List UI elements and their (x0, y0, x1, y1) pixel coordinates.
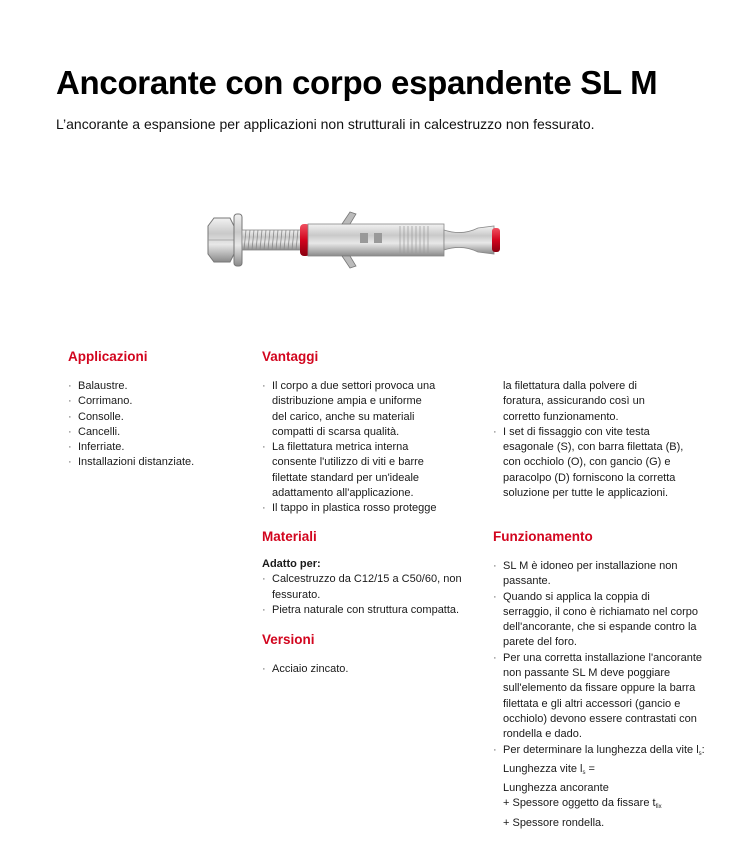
list-item: · Quando si applica la coppia di (493, 590, 738, 605)
list-item-continuation: consente l'utilizzo di viti e barre (272, 456, 424, 469)
formula-line: Lunghezza vite $l_s$ = (503, 762, 595, 776)
list-item-continuation: paracolpo (D) forniscono la corretta (503, 471, 676, 484)
section-title-funzionamento: Funzionamento (493, 529, 593, 544)
formula-line: + Spessore rondella. (503, 816, 605, 829)
list-item: · Inferriate. (68, 440, 248, 455)
list-item: · Il corpo a due settori provoca una (262, 379, 482, 394)
list-item-continuation: occhiolo) devono essere contrastati con (503, 712, 697, 725)
list-item-continuation: rondella e dado. (503, 728, 582, 741)
list-item-continuation: con occhiolo (O), con gancio (G) e (503, 456, 671, 469)
list-item: · Per una corretta installazione l'ancorante (493, 651, 738, 666)
vantaggi-list-continued (493, 379, 733, 501)
section-applicazioni (68, 349, 248, 471)
list-item: · Corrimano. (68, 394, 248, 409)
list-item-continuation: esagonale (S), con barra filettata (B), (503, 441, 684, 454)
list-item-continuation: sull'elemento da fissare oppure la barra (503, 682, 696, 695)
materiali-label: Adatto per: (262, 558, 321, 570)
list-item: · Installazioni distanziate. (68, 455, 248, 470)
list-item: · Pietra naturale con struttura compatta. (262, 603, 482, 618)
section-versioni (262, 632, 482, 677)
list-item-continuation: compatti di scarsa qualità. (272, 425, 400, 438)
list-item: · Acciaio zincato. (262, 662, 482, 677)
list-item-continuation: distribuzione ampia e uniforme (272, 395, 422, 408)
list-item-continuation: corretto funzionamento. (503, 410, 619, 423)
section-title-vantaggi: Vantaggi (262, 349, 319, 364)
list-item: · Calcestruzzo da C12/15 a C50/60, non (262, 572, 482, 587)
list-item-continuation: fessurato. (272, 588, 321, 601)
list-item-continuation: passante. (503, 575, 551, 588)
section-materiali (262, 529, 482, 618)
versioni-list (262, 662, 482, 677)
list-item-continuation: soluzione per tutte le applicazioni. (503, 487, 669, 500)
section-title-materiali: Materiali (262, 529, 317, 544)
list-item: · Consolle. (68, 410, 248, 425)
list-item-continuation: serraggio, il cono è richiamato nel corpo (503, 605, 699, 618)
section-vantaggi-continued (493, 379, 733, 501)
list-item-continuation: adattamento all'applicazione. (272, 487, 414, 500)
list-item: · SL M è idoneo per installazione non (493, 559, 738, 574)
section-vantaggi (262, 349, 482, 517)
vantaggi-list (262, 379, 482, 517)
list-item-continuation: parete del foro. (503, 636, 577, 649)
formula-line: + Spessore oggetto da fissare $t_{fix}$ (503, 797, 662, 811)
anchor-bolt-icon (200, 200, 510, 280)
list-item-continuation: la filettatura dalla polvere di (503, 380, 637, 392)
page-subtitle: L’ancorante a espansione per applicazioni non strutturali in calcestruzzo non fessurato. (56, 116, 595, 132)
materiali-list (262, 572, 482, 618)
list-item-continuation: filettate standard per un'ideale (272, 471, 420, 484)
list-item-continuation: non passante SL M deve poggiare (503, 667, 671, 680)
section-title-applicazioni: Applicazioni (68, 349, 148, 364)
list-item-formula-intro: · Per determinare la lunghezza della vite $l_s$: (493, 743, 738, 762)
list-item-continuation: filettata e gli altri accessori (gancio e (503, 697, 681, 710)
list-item: · Cancelli. (68, 425, 248, 440)
list-item: · Il tappo in plastica rosso protegge (262, 501, 482, 516)
applicazioni-list (68, 379, 248, 471)
funzionamento-list (493, 559, 738, 831)
list-item: · I set di fissaggio con vite testa (493, 425, 733, 440)
list-item: · Balaustre. (68, 379, 248, 394)
list-item-continuation: del carico, anche su materiali (272, 410, 415, 423)
product-image (200, 200, 510, 280)
list-item-continuation: foratura, assicurando così un (503, 395, 645, 408)
page-title: Ancorante con corpo espandente SL M (56, 64, 658, 101)
section-title-versioni: Versioni (262, 632, 315, 647)
list-item-continuation: dell'ancorante, che si espande contro la (503, 621, 697, 634)
list-item: · La filettatura metrica interna (262, 440, 482, 455)
section-funzionamento (493, 529, 738, 831)
formula-line: Lunghezza ancorante (503, 782, 609, 795)
